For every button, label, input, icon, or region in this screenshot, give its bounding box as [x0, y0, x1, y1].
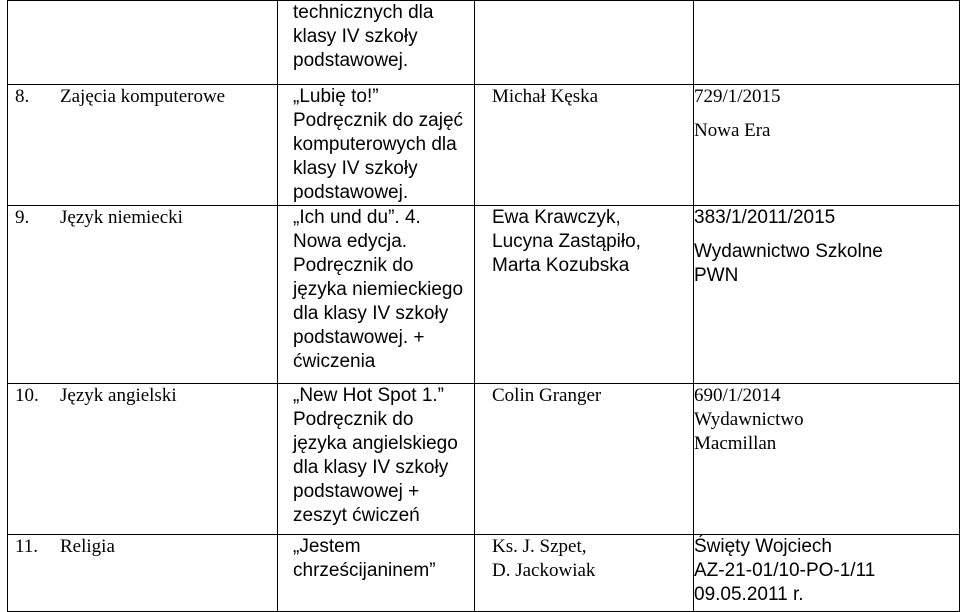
- publisher: Wydawnictwo Szkolne: [694, 241, 883, 262]
- approval-cell: [694, 85, 960, 206]
- table-row: [8, 535, 960, 612]
- subject-cell: [8, 85, 278, 206]
- subject-name: Zajęcia komputerowe: [60, 86, 226, 107]
- approval-date: 09.05.2011 r.: [694, 584, 804, 605]
- subject-name: Język angielski: [60, 385, 177, 406]
- publisher: Macmillan: [694, 433, 777, 454]
- row-number: 9.: [15, 207, 30, 228]
- approval-cell: [694, 1, 960, 85]
- author-cell: [475, 1, 694, 85]
- publisher: Nowa Era: [694, 120, 771, 141]
- title-cell: „Jestem chrześcijaninem”: [278, 535, 475, 612]
- title-cell: „Lubię to!” Podręcznik do zajęć komputerowych dla klasy IV szkoły podstawowej.: [278, 85, 475, 206]
- approval-cell: [694, 384, 960, 535]
- subject-cell: [8, 206, 278, 384]
- publisher: Wydawnictwo: [694, 409, 804, 430]
- author-cell: Ks. J. Szpet, D. Jackowiak: [475, 535, 694, 612]
- subject-cell: [8, 1, 278, 85]
- approval-number: 383/1/2011/2015: [694, 207, 836, 228]
- author-cell: Ewa Krawczyk, Lucyna Zastąpiło, Marta Kozubska: [475, 206, 694, 384]
- approval-cell: [694, 535, 960, 612]
- row-number: 10.: [15, 385, 39, 406]
- title-cell: „Ich und du”. 4. Nowa edycja. Podręcznik do języka niemieckiego dla klasy IV szkoły podstawowej. + ćwiczenia: [278, 206, 475, 384]
- approval-number: 690/1/2014: [694, 385, 781, 406]
- publisher: PWN: [694, 265, 739, 286]
- subject-cell: [8, 384, 278, 535]
- title-cell: „New Hot Spot 1.” Podręcznik do języka angielskiego dla klasy IV szkoły podstawowej + zeszyt ćwiczeń: [278, 384, 475, 535]
- table-row: [8, 1, 960, 85]
- subject-cell: [8, 535, 278, 612]
- subject-name: Język niemiecki: [60, 207, 183, 228]
- subject-name: Religia: [60, 536, 115, 557]
- title-cell: technicznych dla klasy IV szkoły podstawowej.: [278, 1, 475, 85]
- row-number: 11.: [15, 536, 39, 557]
- table-row: [8, 206, 960, 384]
- approval-number: 729/1/2015: [694, 86, 781, 107]
- table-row: [8, 384, 960, 535]
- author-cell: Colin Granger: [475, 384, 694, 535]
- approval-cell: [694, 206, 960, 384]
- table-row: [8, 85, 960, 206]
- author-cell: Michał Kęska: [475, 85, 694, 206]
- row-number: 8.: [15, 86, 30, 107]
- publisher: Święty Wojciech: [694, 536, 832, 557]
- approval-number: AZ-21-01/10-PO-1/11: [694, 560, 876, 581]
- textbook-table: [7, 0, 960, 612]
